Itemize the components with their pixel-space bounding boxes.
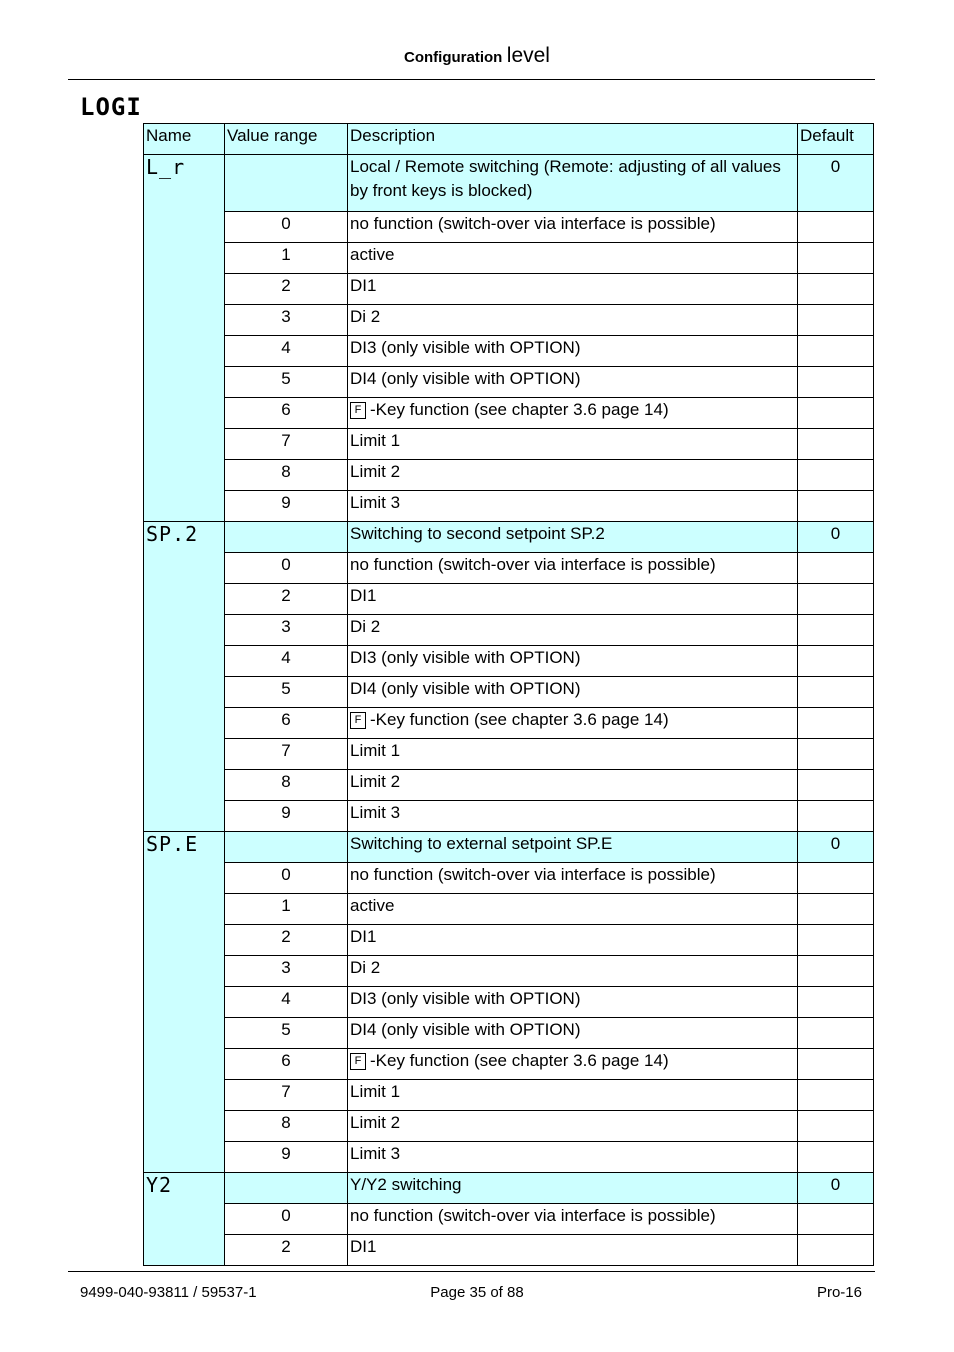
parameter-name: Y2: [144, 1173, 225, 1266]
option-text: Limit 2: [350, 462, 401, 481]
option-row: [144, 274, 874, 305]
option-text: no function (switch-over via interface is possible): [350, 865, 716, 884]
option-default: [798, 987, 874, 1018]
option-text: DI1: [350, 927, 377, 946]
option-text: DI3 (only visible with OPTION): [350, 338, 581, 357]
section-title: LOGI: [80, 93, 142, 121]
option-value: 3: [225, 956, 348, 987]
header-title-rest: level: [506, 44, 550, 67]
option-value: 8: [225, 1111, 348, 1142]
option-description: [348, 367, 798, 398]
option-text: active: [350, 245, 395, 264]
option-description: [348, 460, 798, 491]
option-text: Di 2: [350, 958, 381, 977]
column-header: Value range: [225, 124, 348, 155]
option-description: [348, 336, 798, 367]
function-key-icon: F: [350, 1053, 366, 1070]
parameter-default: 0: [798, 832, 874, 863]
option-row: [144, 1018, 874, 1049]
option-description: [348, 739, 798, 770]
option-default: [798, 770, 874, 801]
option-text: active: [350, 896, 395, 915]
option-default: [798, 863, 874, 894]
option-row: [144, 584, 874, 615]
option-row: [144, 1049, 874, 1080]
option-text: Limit 3: [350, 1144, 401, 1163]
option-row: [144, 398, 874, 429]
option-value: 0: [225, 1204, 348, 1235]
option-description: [348, 1018, 798, 1049]
parameter-name: L_r: [144, 155, 225, 522]
parameter-name: SP.E: [144, 832, 225, 1173]
option-default: [798, 367, 874, 398]
option-row: [144, 956, 874, 987]
option-default: [798, 801, 874, 832]
option-text: DI3 (only visible with OPTION): [350, 989, 581, 1008]
option-default: [798, 491, 874, 522]
table-header-row: [144, 124, 874, 155]
option-value: 6: [225, 398, 348, 429]
option-text: Di 2: [350, 617, 381, 636]
option-value: 4: [225, 646, 348, 677]
function-key-icon: F: [350, 402, 366, 419]
column-header: Description: [348, 124, 798, 155]
option-row: [144, 925, 874, 956]
option-text: Di 2: [350, 307, 381, 326]
option-row: [144, 460, 874, 491]
option-value: 6: [225, 708, 348, 739]
option-default: [798, 1204, 874, 1235]
parameter-description: Switching to second setpoint SP.2: [348, 522, 798, 553]
parameter-table: [143, 123, 874, 1266]
option-default: [798, 925, 874, 956]
option-default: [798, 677, 874, 708]
option-description: [348, 1049, 798, 1080]
parameter-row: [144, 1173, 874, 1204]
option-text: no function (switch-over via interface is possible): [350, 555, 716, 574]
parameter-value-range: [225, 155, 348, 212]
parameter-value-range: [225, 1173, 348, 1204]
option-row: [144, 1111, 874, 1142]
option-value: 3: [225, 305, 348, 336]
parameter-row: [144, 522, 874, 553]
option-default: [798, 1111, 874, 1142]
option-row: [144, 739, 874, 770]
option-value: 1: [225, 894, 348, 925]
option-row: [144, 677, 874, 708]
option-row: [144, 243, 874, 274]
option-value: 4: [225, 987, 348, 1018]
option-default: [798, 584, 874, 615]
header-title-bold: Configuration: [404, 49, 503, 66]
parameter-default: 0: [798, 522, 874, 553]
option-default: [798, 1080, 874, 1111]
option-value: 9: [225, 491, 348, 522]
parameter-description: Switching to external setpoint SP.E: [348, 832, 798, 863]
option-value: 0: [225, 212, 348, 243]
option-default: [798, 1018, 874, 1049]
option-text: no function (switch-over via interface is possible): [350, 214, 716, 233]
option-value: 0: [225, 863, 348, 894]
option-description: [348, 398, 798, 429]
option-description: [348, 1111, 798, 1142]
option-row: [144, 336, 874, 367]
parameter-value-range: [225, 522, 348, 553]
parameter-value-range: [225, 832, 348, 863]
option-description: [348, 863, 798, 894]
option-value: 5: [225, 1018, 348, 1049]
option-default: [798, 894, 874, 925]
column-header: Name: [144, 124, 225, 155]
option-description: [348, 925, 798, 956]
option-row: [144, 801, 874, 832]
option-value: 2: [225, 1235, 348, 1266]
option-row: [144, 708, 874, 739]
option-default: [798, 274, 874, 305]
column-header: Default: [798, 124, 874, 155]
option-row: [144, 212, 874, 243]
option-description: [348, 615, 798, 646]
option-text: DI4 (only visible with OPTION): [350, 679, 581, 698]
page-header: [0, 44, 954, 68]
option-value: 2: [225, 925, 348, 956]
option-default: [798, 1049, 874, 1080]
option-value: 8: [225, 770, 348, 801]
option-value: 9: [225, 801, 348, 832]
option-description: [348, 553, 798, 584]
option-value: 7: [225, 429, 348, 460]
option-text: Limit 1: [350, 1082, 401, 1101]
parameter-description: Y/Y2 switching: [348, 1173, 798, 1204]
option-row: [144, 553, 874, 584]
option-description: [348, 243, 798, 274]
option-description: [348, 429, 798, 460]
option-description: [348, 1204, 798, 1235]
option-value: 7: [225, 1080, 348, 1111]
parameter-description: Local / Remote switching (Remote: adjusting of all values by front keys is blocked): [348, 155, 798, 212]
option-description: [348, 491, 798, 522]
parameter-name: SP.2: [144, 522, 225, 832]
option-value: 2: [225, 584, 348, 615]
option-value: 5: [225, 367, 348, 398]
option-row: [144, 615, 874, 646]
option-text: Limit 2: [350, 772, 401, 791]
option-row: [144, 367, 874, 398]
option-description: [348, 987, 798, 1018]
option-description: [348, 770, 798, 801]
option-default: [798, 708, 874, 739]
option-row: [144, 491, 874, 522]
function-key-icon: F: [350, 712, 366, 729]
option-text: Limit 3: [350, 493, 401, 512]
option-text: -Key function (see chapter 3.6 page 14): [370, 1051, 669, 1070]
footer-doc-number: 9499-040-93811 / 59537-1: [80, 1284, 257, 1301]
option-text: -Key function (see chapter 3.6 page 14): [370, 400, 669, 419]
option-default: [798, 615, 874, 646]
option-description: [348, 801, 798, 832]
option-default: [798, 336, 874, 367]
option-default: [798, 398, 874, 429]
option-value: 9: [225, 1142, 348, 1173]
option-row: [144, 1235, 874, 1266]
footer-rule: [68, 1271, 875, 1272]
option-default: [798, 460, 874, 491]
option-value: 0: [225, 553, 348, 584]
option-text: DI4 (only visible with OPTION): [350, 1020, 581, 1039]
parameter-default: 0: [798, 1173, 874, 1204]
option-value: 6: [225, 1049, 348, 1080]
option-default: [798, 739, 874, 770]
option-description: [348, 1142, 798, 1173]
option-description: [348, 646, 798, 677]
option-text: Limit 1: [350, 741, 401, 760]
option-row: [144, 987, 874, 1018]
option-value: 4: [225, 336, 348, 367]
option-default: [798, 1235, 874, 1266]
option-row: [144, 863, 874, 894]
option-text: DI1: [350, 586, 377, 605]
header-rule: [68, 79, 875, 80]
option-row: [144, 1204, 874, 1235]
option-row: [144, 1142, 874, 1173]
option-description: [348, 708, 798, 739]
option-description: [348, 274, 798, 305]
option-default: [798, 1142, 874, 1173]
option-description: [348, 1235, 798, 1266]
option-description: [348, 212, 798, 243]
option-description: [348, 956, 798, 987]
parameter-row: [144, 832, 874, 863]
option-default: [798, 553, 874, 584]
option-text: DI3 (only visible with OPTION): [350, 648, 581, 667]
option-value: 7: [225, 739, 348, 770]
option-value: 8: [225, 460, 348, 491]
option-default: [798, 646, 874, 677]
option-description: [348, 677, 798, 708]
option-row: [144, 646, 874, 677]
option-row: [144, 1080, 874, 1111]
option-row: [144, 770, 874, 801]
option-text: DI1: [350, 1237, 377, 1256]
option-default: [798, 212, 874, 243]
option-text: Limit 2: [350, 1113, 401, 1132]
option-text: DI4 (only visible with OPTION): [350, 369, 581, 388]
option-row: [144, 305, 874, 336]
option-description: [348, 584, 798, 615]
option-value: 1: [225, 243, 348, 274]
option-default: [798, 429, 874, 460]
footer-product: Pro-16: [816, 1284, 862, 1301]
parameter-row: [144, 155, 874, 212]
option-text: no function (switch-over via interface is possible): [350, 1206, 716, 1225]
option-text: DI1: [350, 276, 377, 295]
option-description: [348, 894, 798, 925]
option-default: [798, 956, 874, 987]
option-text: Limit 3: [350, 803, 401, 822]
option-value: 5: [225, 677, 348, 708]
option-row: [144, 894, 874, 925]
option-default: [798, 243, 874, 274]
footer-page-number: Page 35 of 88: [430, 1284, 524, 1301]
option-description: [348, 1080, 798, 1111]
option-value: 2: [225, 274, 348, 305]
option-default: [798, 305, 874, 336]
option-text: Limit 1: [350, 431, 401, 450]
option-value: 3: [225, 615, 348, 646]
option-description: [348, 305, 798, 336]
parameter-default: 0: [798, 155, 874, 212]
option-row: [144, 429, 874, 460]
option-text: -Key function (see chapter 3.6 page 14): [370, 710, 669, 729]
